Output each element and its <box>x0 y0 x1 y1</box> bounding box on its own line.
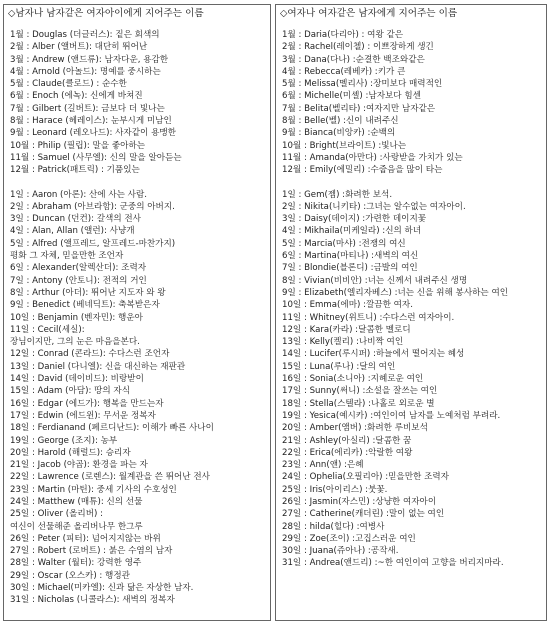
month-name-entry: 3월 : Andrew (앤드류): 남자다운, 용감한 <box>10 54 169 65</box>
day-name-entry: 17일 : Edwin (에드윈): 무서운 정복자 <box>10 410 156 421</box>
right-panel-female-names <box>275 4 547 621</box>
day-name-entry: 13일 : Daniel (다니엘): 신을 대신하는 재판관 <box>10 361 186 372</box>
day-name-entry: 23일 : Martin (마틴): 중세 기사의 수호성인 <box>10 484 177 495</box>
month-name-entry: 5월 : Melissa(멜리사) :장미보다 매력적인 <box>282 79 443 90</box>
day-name-entry: 11일 : Whitney(위트니) :수다스런 여자아이. <box>282 312 455 323</box>
day-name-entry: 26일 : Peter (피터): 넘어지지않는 바위 <box>10 533 161 544</box>
day-name-entry: 16일 : Edgar (에드가): 행복을 만드는자 <box>10 398 164 409</box>
day-name-entry: 30일 : Juana(쥬아나) :공작새. <box>282 546 399 557</box>
month-name-entry: 4월 : Rebecca(레베카) :키가 큰 <box>282 66 406 77</box>
day-name-entry: 16일 : Sonia(소니아) :지혜로운 여인 <box>282 374 424 385</box>
day-name-entry: 19일 : Yesica(예시카) :여인이여 남자를 노예처럼 부려라. <box>282 410 501 421</box>
day-name-entry: 9일 : Benedict (베네딕트): 축복받은자 <box>10 300 160 311</box>
month-name-entry: 1월 : Douglas (더글러스): 짙은 회색의 <box>10 30 160 40</box>
day-name-entry: 2일 : Abraham (아브라함): 군중의 아버지. <box>10 201 175 212</box>
day-name-entry: 22일 : Lawrence (로렌스): 월계관을 쓴 뛰어난 전사 <box>10 472 210 483</box>
day-name-entry: 29일 : Zoe(조이) :고집스러운 여인 <box>282 533 416 544</box>
day-name-entry: 여신이 선물해준 올리버나무 한그루 <box>10 521 143 532</box>
month-name-entry: 10월 : Philip (필립): 말을 좋아하는 <box>10 140 146 151</box>
month-name-entry: 3월 : Dana(다나) :순결한 백조와같은 <box>282 54 425 65</box>
month-name-entry: 6월 : Michelle(미셸) :남자보다 힘센 <box>282 91 421 102</box>
day-name-entry: 10일 : Emma(에마) :깔끔한 여자. <box>282 300 413 311</box>
day-name-entry: 30일 : Michael(미카엘): 신과 닮은 자상한 남자. <box>10 583 194 594</box>
day-name-entry: 18일 : Ferdianand (페르디난드): 이해가 빠른 사나이 <box>10 423 214 434</box>
day-name-entry: 1일 : Aaron (아론): 산에 사는 사람. <box>10 189 147 200</box>
day-name-entry: 평화 그 자체, 믿을만한 조언자 <box>10 251 124 262</box>
month-name-entry: 12월 : Emily(에밀리) :수줍음을 많이 타는 <box>282 165 443 176</box>
month-name-entry: 9월 : Leonard (레오나드): 사자같이 용맹한 <box>10 128 176 139</box>
day-name-entry: 1일 : Gem(젬) :화려한 보석. <box>282 189 393 200</box>
day-name-entry: 20일 : Amber(앰버) :화려한 루비보석 <box>282 423 428 434</box>
day-name-entry: 27일 : Catherine(캐더린) :말이 없는 여인 <box>282 509 445 520</box>
day-name-entry: 7일 : Blondie(블론디) :금발의 여인 <box>282 263 418 274</box>
day-name-entry: 20일 : Harold (해럴드): 승리자 <box>10 447 131 458</box>
day-name-entry: 15일 : Adam (아담): 땅의 자식 <box>10 386 131 397</box>
day-name-entry: 7일 : Antony (안토니): 전적의 거인 <box>10 275 147 286</box>
left-panel-male-names <box>3 4 271 621</box>
month-name-entry: 1월 : Daria(다리아) : 여왕 같은 <box>282 30 404 40</box>
day-name-entry: 26일 : Jasmin(자스민) :상냥한 여자아이 <box>282 496 437 507</box>
group-divider <box>10 177 270 189</box>
day-name-entry: 31일 : Andrea(앤드리) :~한 여인이여 고향을 버리지마라. <box>282 558 504 569</box>
day-name-entry: 6일 : Martina(마티나) :새벽의 여신 <box>282 251 419 262</box>
day-name-entry: 4일 : Alan, Allan (앨런): 사냥개 <box>10 226 135 237</box>
month-name-entry: 6월 : Enoch (에녹): 신에게 바쳐진 <box>10 91 143 102</box>
left-name-list <box>4 21 270 607</box>
day-name-entry: 12일 : Conrad (콘라드): 수다스런 조언자 <box>10 349 170 360</box>
month-name-entry: 11월 : Amanda(아만다) :사랑받을 가치가 있는 <box>282 152 463 163</box>
day-name-entry: 3일 : Daisy(데이지) :가련한 데이지꽃 <box>282 214 427 225</box>
day-name-entry: 22일 : Erica(에리카) :악랄한 여왕 <box>282 447 413 458</box>
day-name-entry: 4일 : Mikhaila(미케일라) :신의 하녀 <box>282 226 422 237</box>
day-name-entry: 5일 : Marcia(마샤) :전쟁의 여신 <box>282 238 406 249</box>
day-name-entry: 28일 : Walter (월터): 강력한 영주 <box>10 558 142 569</box>
day-name-entry: 21일 : Ashley(아실리) :달콤한 꿈 <box>282 435 412 446</box>
day-name-entry: 28일 : hilda(힐다) :여병사 <box>282 521 385 532</box>
day-name-entry: 8일 : Vivian(비비안) :너는 신께서 내려주신 생명 <box>282 275 468 286</box>
day-name-entry: 29일 : Oscar (오스카) : 행정관 <box>10 570 130 581</box>
month-name-entry: 8월 : Belle(벨) :신이 내려주신 <box>282 116 399 127</box>
day-name-entry: 2일 : Nikita(니키타) :그녀는 알수없는 여자아이. <box>282 201 466 212</box>
day-name-entry: 24일 : Ophelia(오필리아) :믿을만한 조력자 <box>282 472 449 483</box>
right-name-list <box>276 21 546 570</box>
month-name-entry: 4월 : Arnold (아놀드): 명예를 중시하는 <box>10 66 161 77</box>
day-name-entry: 19일 : George (조지): 농부 <box>10 435 118 446</box>
month-name-entry: 9월 : Bianca(비앙카) :순백의 <box>282 128 396 139</box>
day-name-entry: 5일 : Alfred (앨프레드, 알프레드-마찬가지) <box>10 238 176 249</box>
day-name-entry: 12일 : Kara(카라) :달콤한 멜로디 <box>282 324 411 335</box>
day-name-entry: 14일 : Lucifer(루시퍼) :하늘에서 떨어지는 혜성 <box>282 349 465 360</box>
day-name-entry: 21일 : Jacob (야곱): 환경을 파는 자 <box>10 460 148 471</box>
day-name-entry: 23일 : Ann(앤) :은혜 <box>282 460 364 471</box>
day-name-entry: 27일 : Robert (로버트) : 붉은 수염의 남자 <box>10 546 173 557</box>
day-name-entry: 10일 : Benjamin (벤자민): 행운아 <box>10 312 143 323</box>
month-name-entry: 7월 : Belita(벨리타) :여자지만 남자같은 <box>282 103 436 114</box>
month-name-entry: 10월 : Bright(브라이트) :빛나는 <box>282 140 407 151</box>
left-panel-title: ◇남자나 남자같은 여자아이에게 지어주는 이름 <box>8 8 204 19</box>
right-panel-title: ◇여자나 여자같은 남자에게 지어주는 이름 <box>280 8 458 19</box>
day-name-entry: 24일 : Matthew (매튜): 신의 선물 <box>10 496 143 507</box>
day-name-entry: 14일 : David (데이비드): 비랑받이 <box>10 374 144 385</box>
day-name-entry: 11일 : Cecil(세실): <box>10 324 85 335</box>
day-name-entry: 장님이지만, 그의 눈은 마음을본다. <box>10 337 140 348</box>
month-name-entry: 8월 : Harace (헤레이스): 눈부시게 미남인 <box>10 116 172 127</box>
day-name-entry: 13일 : Kelly(켈리) :나비짝 여인 <box>282 337 404 348</box>
day-name-entry: 25일 : Oliver (올리버) : <box>10 509 104 520</box>
day-name-entry: 6일 : Alexander(알렉산더): 조력자 <box>10 263 147 274</box>
day-name-entry: 18일 : Stella(스텔라) :나홀로 외로운 별 <box>282 398 435 409</box>
month-name-entry: 5월 : Claude(클로드) : 순수한 <box>10 79 127 90</box>
day-name-entry: 25일 : Iris(아이리스) :붓꽃. <box>282 484 388 495</box>
day-name-entry: 17일 : Sunny(써니) :소설을 잘쓰는 여인 <box>282 386 438 397</box>
group-divider <box>282 177 546 189</box>
day-name-entry: 31일 : Nicholas (니콜라스): 새벽의 정복자 <box>10 595 175 606</box>
month-name-entry: 11월 : Samuel (사무엘): 신의 말을 알아듣는 <box>10 152 182 163</box>
month-name-entry: 12월 : Patrick(패트릭) : 기품있는 <box>10 165 140 176</box>
month-name-entry: 2월 : Alber (앨버트): 대단히 뛰어난 <box>10 42 148 53</box>
month-name-entry: 2월 : Rachel(레이첼) : 이쁘장하게 생긴 <box>282 42 434 53</box>
day-name-entry: 9일 : Elizabeth(엘리자베스) :너는 신을 위해 봉사하는 여인 <box>282 287 509 298</box>
month-name-entry: 7월 : Gilbert (길버트): 금보다 더 빛나는 <box>10 103 165 114</box>
day-name-entry: 3일 : Duncan (던컨): 갈색의 전사 <box>10 214 141 225</box>
day-name-entry: 15일 : Luna(루나) :달의 여인 <box>282 361 396 372</box>
day-name-entry: 8일 : Arthur (아더): 뛰어난 지도자 와 왕 <box>10 287 166 298</box>
